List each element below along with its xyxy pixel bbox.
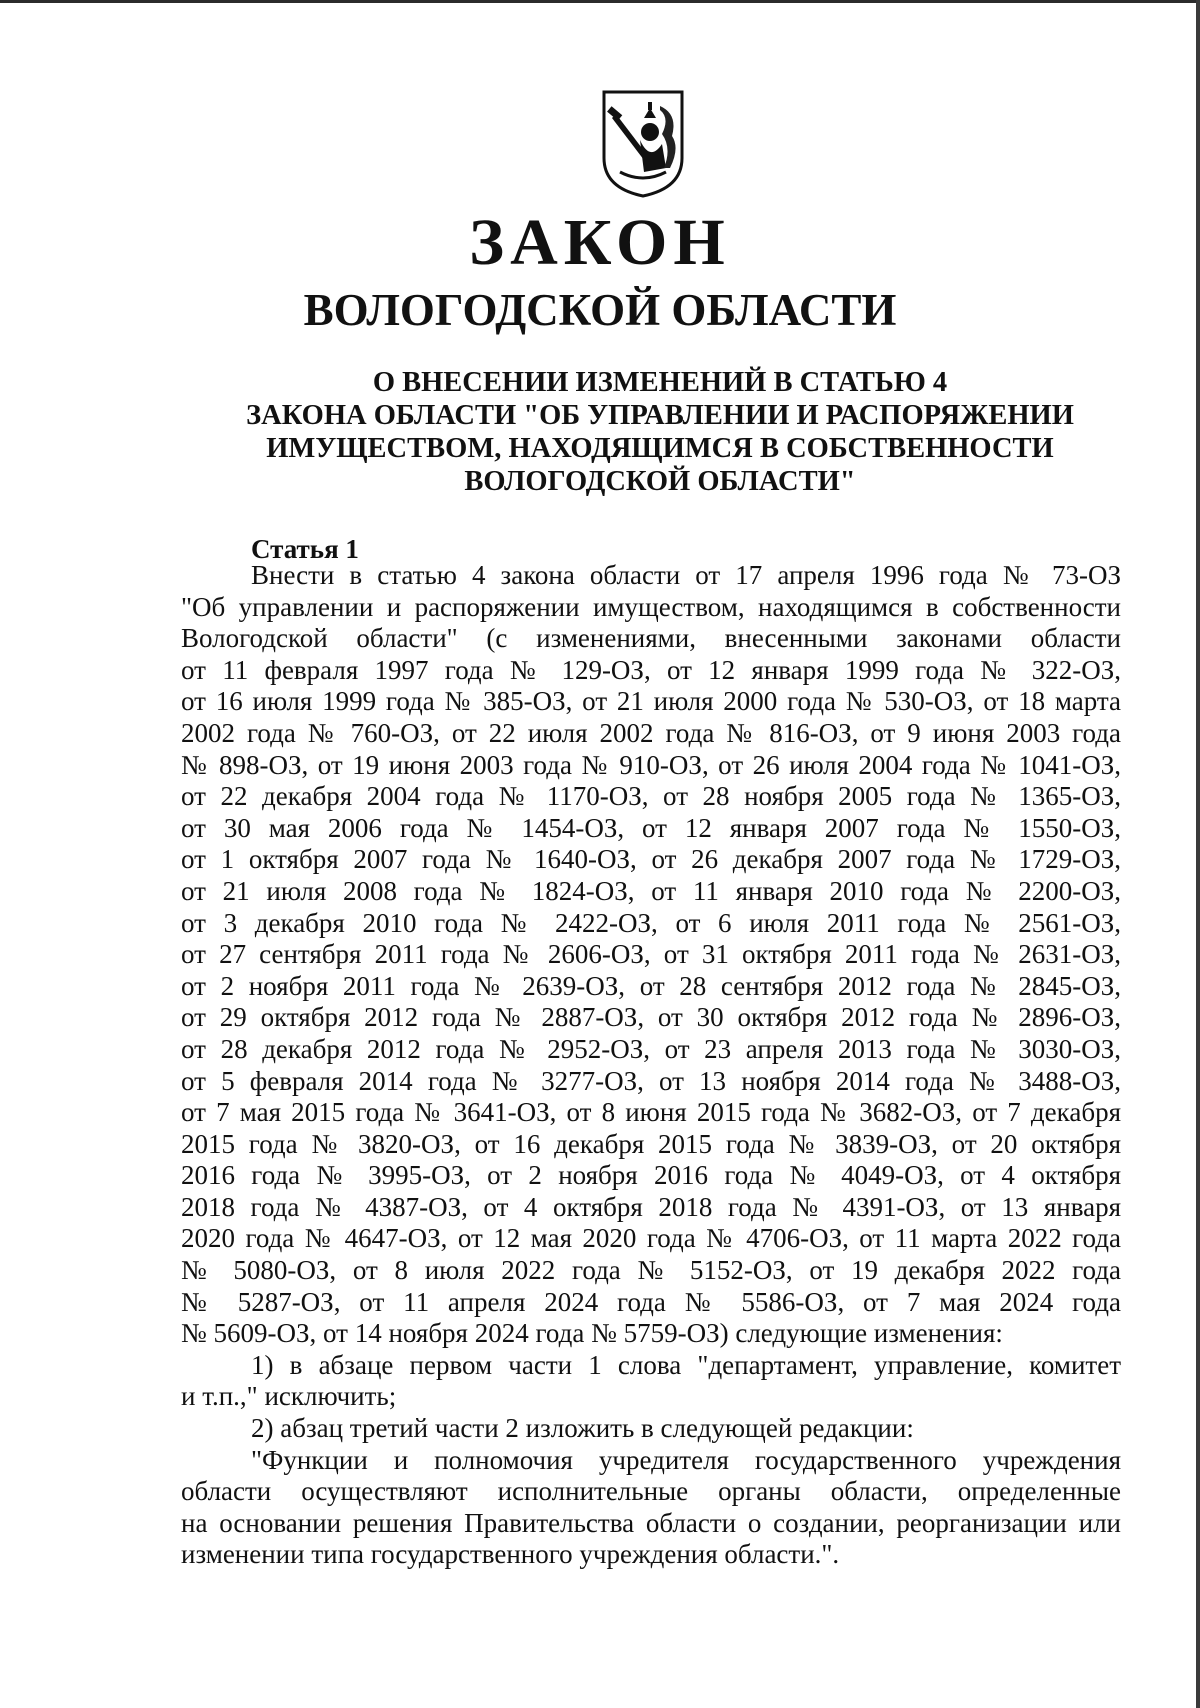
body-line: области осуществляют исполнительные органы области, определенные: [181, 1476, 1121, 1507]
body-line: от 2 ноября 2011 года № 2639-ОЗ, от 28 сентября 2012 года № 2845-ОЗ,: [181, 970, 1121, 1001]
heading-line: ИМУЩЕСТВОМ, НАХОДЯЩИМСЯ В СОБСТВЕННОСТИ: [266, 433, 1054, 464]
body-line: изменении типа государственного учреждения области.".: [181, 1539, 840, 1570]
body-line: Внести в статью 4 закона области от 17 апреля 1996 года № 73-ОЗ: [251, 560, 1121, 590]
body-line: на основании решения Правительства области о создании, реорганизации или: [181, 1507, 1121, 1538]
body-line: № 898-ОЗ, от 19 июня 2003 года № 910-ОЗ, от 26 июля 2004 года № 1041-ОЗ,: [181, 749, 1121, 780]
article-body: [181, 560, 1121, 1571]
document-subtitle: ВОЛОГОДСКОЙ ОБЛАСТИ: [303, 285, 897, 335]
body-line: 2015 года № 3820-ОЗ, от 16 декабря 2015 года № 3839-ОЗ, от 20 октября: [181, 1128, 1121, 1159]
body-line: и т.п.," исключить;: [181, 1381, 397, 1412]
body-line: Вологодской области" (с изменениями, внесенными законами области: [181, 623, 1121, 654]
heading-line: ЗАКОНА ОБЛАСТИ "ОБ УПРАВЛЕНИИ И РАСПОРЯЖЕНИИ: [246, 400, 1074, 431]
body-line: от 30 мая 2006 года № 1454-ОЗ, от 12 января 2007 года № 1550-ОЗ,: [181, 812, 1121, 843]
document-title: ЗАКОН: [469, 206, 731, 279]
article-title: Статья 1: [251, 534, 359, 564]
body-line: 2002 года № 760-ОЗ, от 22 июля 2002 года № 816-ОЗ, от 9 июня 2003 года: [181, 717, 1121, 748]
body-line: 2020 года № 4647-ОЗ, от 12 мая 2020 года № 4706-ОЗ, от 11 марта 2022 года: [181, 1223, 1121, 1254]
body-line: от 3 декабря 2010 года № 2422-ОЗ, от 6 июля 2011 года № 2561-ОЗ,: [181, 907, 1121, 938]
body-line: 2) абзац третий части 2 изложить в следующей редакции:: [251, 1413, 914, 1444]
body-line: от 21 июля 2008 года № 1824-ОЗ, от 11 января 2010 года № 2200-ОЗ,: [181, 875, 1121, 906]
law-heading: [180, 366, 1140, 498]
body-line: от 28 декабря 2012 года № 2952-ОЗ, от 23 апреля 2013 года № 3030-ОЗ,: [181, 1033, 1121, 1064]
body-line: от 16 июля 1999 года № 385-ОЗ, от 21 июля 2000 года № 530-ОЗ, от 18 марта: [181, 686, 1121, 717]
body-line: 1) в абзаце первом части 1 слова "департамент, управление, комитет: [251, 1349, 1121, 1380]
body-line: "Функции и полномочия учредителя государственного учреждения: [251, 1444, 1121, 1475]
body-line: "Об управлении и распоряжении имуществом, находящимся в собственности: [181, 591, 1121, 622]
heading-line: ВОЛОГОДСКОЙ ОБЛАСТИ": [464, 466, 856, 497]
body-line: № 5287-ОЗ, от 11 апреля 2024 года № 5586-ОЗ, от 7 мая 2024 года: [181, 1286, 1121, 1317]
body-line: № 5080-ОЗ, от 8 июля 2022 года № 5152-ОЗ, от 19 декабря 2022 года: [181, 1255, 1121, 1286]
coat-of-arms-icon: [600, 88, 686, 200]
body-line: от 11 февраля 1997 года № 129-ОЗ, от 12 января 1999 года № 322-ОЗ,: [181, 654, 1121, 685]
body-line: от 29 октября 2012 года № 2887-ОЗ, от 30 октября 2012 года № 2896-ОЗ,: [181, 1002, 1121, 1033]
body-line: 2016 года № 3995-ОЗ, от 2 ноября 2016 года № 4049-ОЗ, от 4 октября: [181, 1160, 1121, 1191]
body-line: № 5609-ОЗ, от 14 ноября 2024 года № 5759-ОЗ) следующие изменения:: [181, 1318, 1003, 1349]
body-line: от 7 мая 2015 года № 3641-ОЗ, от 8 июня 2015 года № 3682-ОЗ, от 7 декабря: [181, 1097, 1121, 1128]
body-line: от 22 декабря 2004 года № 1170-ОЗ, от 28 ноября 2005 года № 1365-ОЗ,: [181, 781, 1121, 812]
page-top-edge: [0, 0, 1200, 10]
body-line: от 27 сентября 2011 года № 2606-ОЗ, от 31 октября 2011 года № 2631-ОЗ,: [181, 939, 1121, 970]
body-line: 2018 года № 4387-ОЗ, от 4 октября 2018 года № 4391-ОЗ, от 13 января: [181, 1191, 1121, 1222]
body-line: от 1 октября 2007 года № 1640-ОЗ, от 26 декабря 2007 года № 1729-ОЗ,: [181, 844, 1121, 875]
body-line: от 5 февраля 2014 года № 3277-ОЗ, от 13 ноября 2014 года № 3488-ОЗ,: [181, 1065, 1121, 1096]
heading-line: О ВНЕСЕНИИ ИЗМЕНЕНИЙ В СТАТЬЮ 4: [372, 367, 948, 398]
